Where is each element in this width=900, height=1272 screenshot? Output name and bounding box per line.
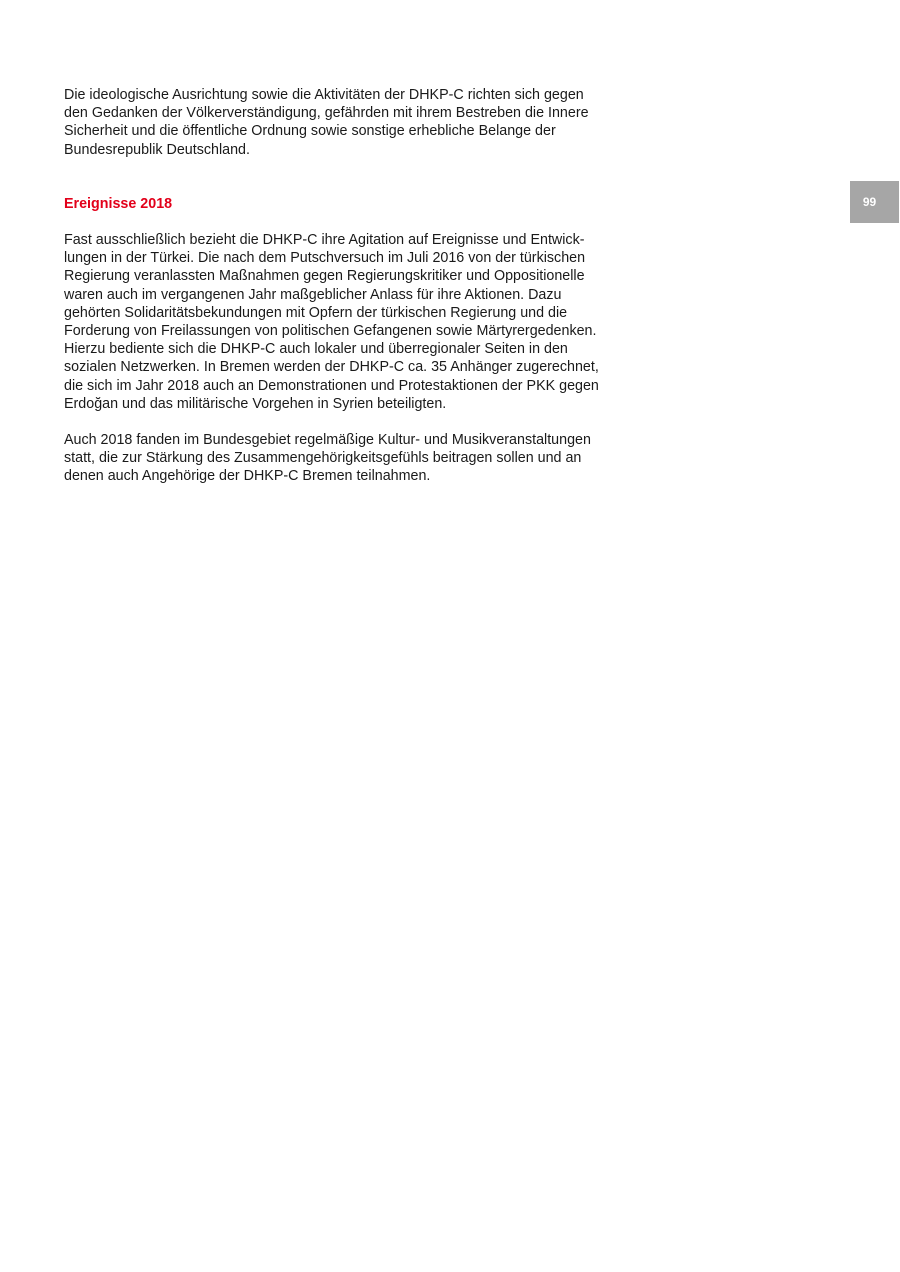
text-line: statt, die zur Stärkung des Zusammengehörigkeitsgefühls beitragen sollen und an — [64, 450, 582, 467]
text-line: gehörten Solidaritätsbekundungen mit Opfern der türkischen Regierung und die — [64, 304, 568, 321]
text-line: Regierung veranlassten Maßnahmen gegen Regierungskritiker und Oppositionelle — [64, 268, 585, 285]
text-line: Hierzu bediente sich die DHKP-C auch lokaler und überregionaler Seiten in den — [64, 341, 568, 358]
text-line: Die ideologische Ausrichtung sowie die Aktivitäten der DHKP-C richten sich gegen — [64, 87, 584, 103]
paragraph-events — [64, 231, 624, 413]
section-heading: Ereignisse 2018 — [64, 195, 173, 212]
text-line: Fast ausschließlich bezieht die DHKP-C ihre Agitation auf Ereignisse und Entwick- — [64, 232, 585, 249]
page-number-tab — [850, 181, 899, 223]
text-line: Sicherheit und die öffentliche Ordnung sowie sonstige erhebliche Belange der — [64, 123, 556, 140]
paragraph-intro — [64, 86, 624, 159]
text-line: Auch 2018 fanden im Bundesgebiet regelmäßige Kultur- und Musikveranstaltungen — [64, 432, 591, 449]
document-body — [64, 86, 624, 486]
text-line: denen auch Angehörige der DHKP-C Bremen teilnahmen. — [64, 468, 431, 485]
text-line: die sich im Jahr 2018 auch an Demonstrationen und Protestaktionen der PKK gegen — [64, 377, 599, 394]
text-line: Erdoğan und das militärische Vorgehen in Syrien beteiligten. — [64, 395, 447, 412]
text-line: sozialen Netzwerken. In Bremen werden der DHKP-C ca. 35 Anhänger zugerechnet, — [64, 359, 599, 376]
text-line: Bundesrepublik Deutschland. — [64, 141, 250, 158]
text-line: waren auch im vergangenen Jahr maßgeblicher Anlass für ihre Aktionen. Dazu — [64, 286, 562, 303]
text-line: lungen in der Türkei. Die nach dem Putschversuch im Juli 2016 von der türkischen — [64, 250, 586, 267]
text-line: den Gedanken der Völkerverständigung, gefährden mit ihrem Bestreben die Innere — [64, 105, 589, 122]
paragraph-culture — [64, 431, 624, 486]
page-number: 99 — [862, 195, 877, 209]
text-line: Forderung von Freilassungen von politischen Gefangenen sowie Märtyrergedenken. — [64, 323, 597, 340]
